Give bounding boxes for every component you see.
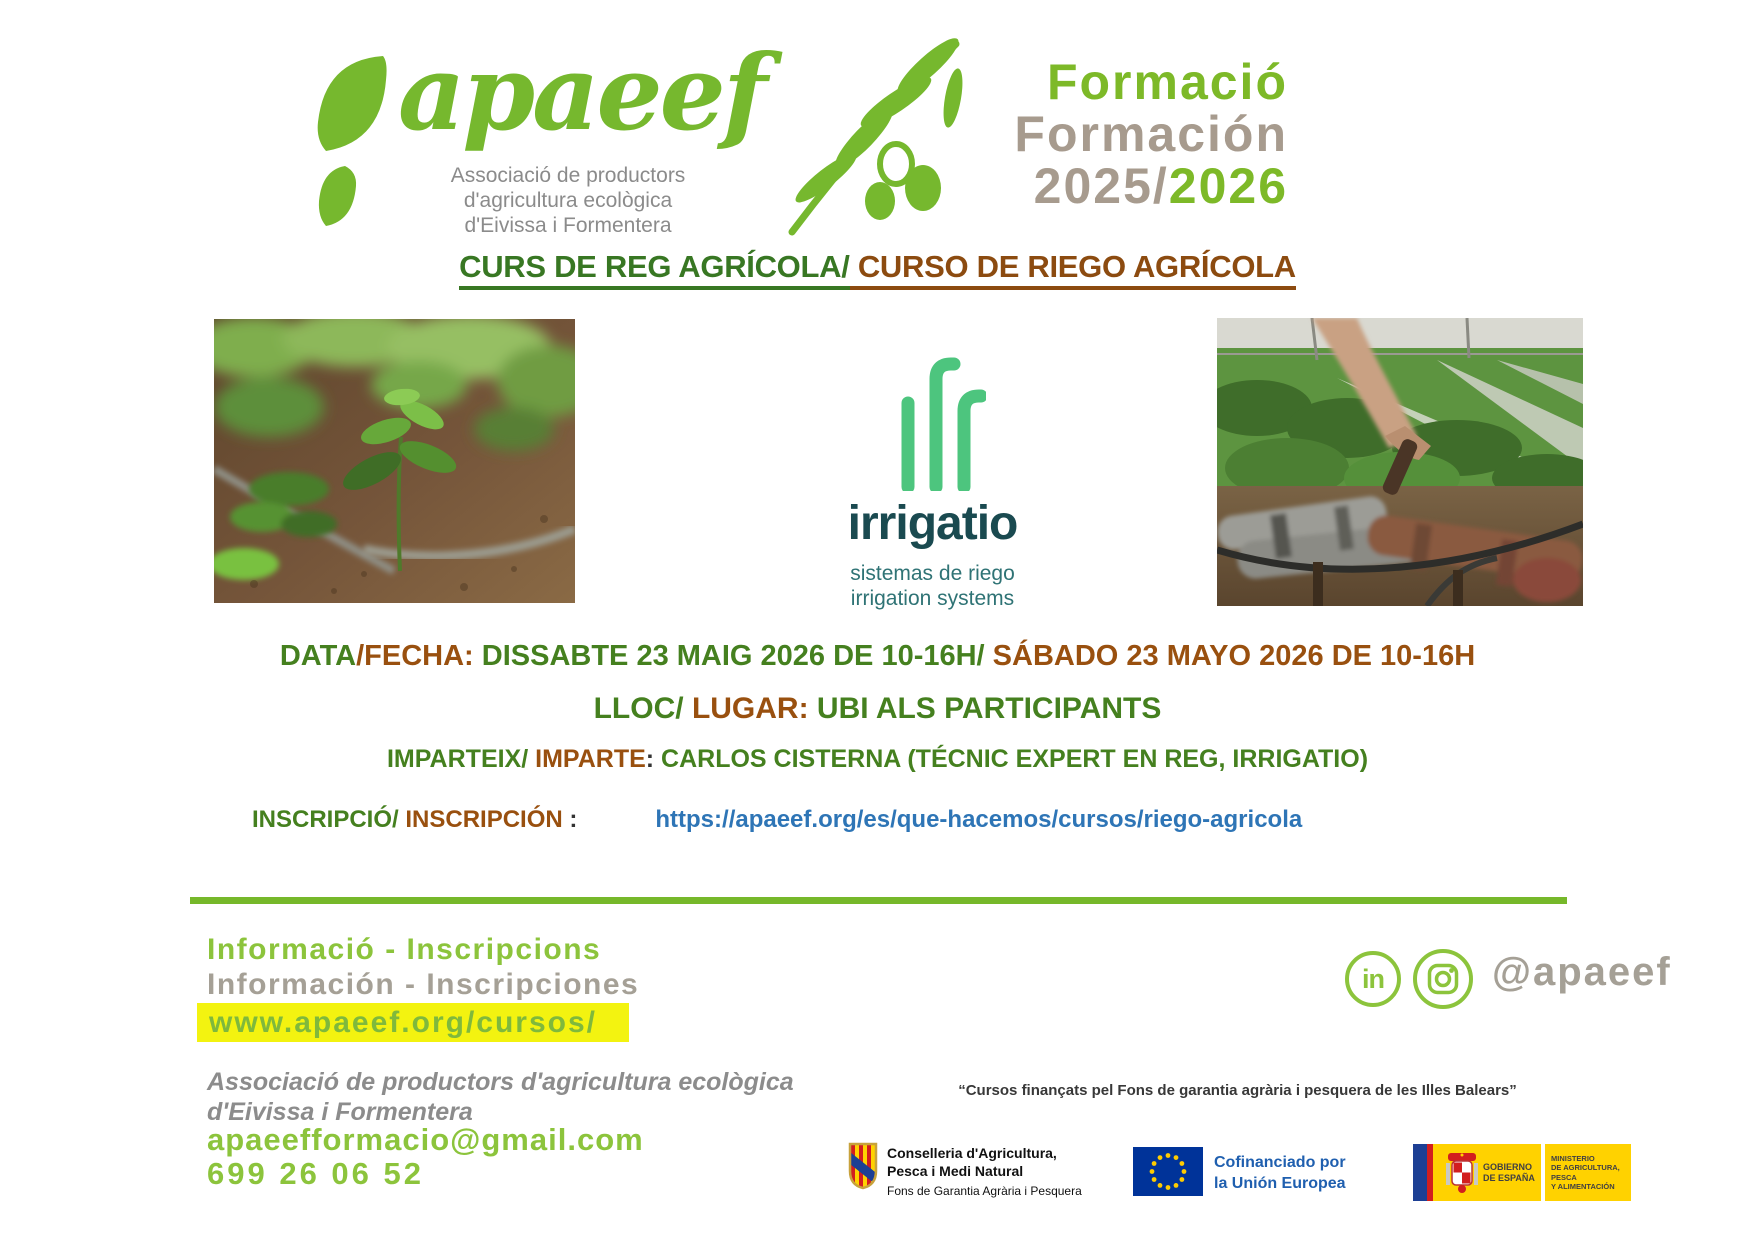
right-photo-irrigation-valves	[1217, 318, 1583, 606]
eu-line-1: Cofinanciado por	[1214, 1154, 1346, 1171]
social-handle[interactable]: @apaeef	[1492, 950, 1672, 994]
eu-line-2: la Unión Europea	[1214, 1175, 1346, 1192]
eu-cofunding-text	[1214, 1152, 1346, 1194]
teacher-value: CARLOS CISTERNA (TÉCNIC EXPERT EN REG, IRRIGATIO)	[654, 745, 1369, 773]
course-title-spanish: CURSO DE RIEGO AGRÍCOLA	[850, 249, 1296, 290]
program-title	[940, 56, 1288, 212]
place-label-spanish: LUGAR:	[683, 692, 809, 725]
info-heading-catalan: Informació - Inscripcions	[207, 933, 602, 966]
teacher-label-spanish: IMPARTE	[528, 745, 646, 773]
course-title	[0, 249, 1755, 285]
irrigatio-mark-icon	[898, 357, 986, 491]
instagram-icon[interactable]	[1412, 948, 1474, 1010]
conselleria-line-1: Conselleria d'Agricultura,	[887, 1145, 1057, 1161]
apaeef-leaf-icon	[313, 54, 389, 236]
program-years-left: 2025/	[1033, 158, 1169, 214]
courses-url-highlight[interactable]	[197, 1003, 629, 1042]
date-label-catalan: DATA	[279, 640, 357, 672]
info-heading-spanish: Información - Inscripciones	[207, 968, 640, 1001]
enroll-label-spanish: INSCRIPCIÓN	[398, 806, 570, 833]
linkedin-in-glyph: in	[1362, 963, 1384, 994]
spain-ministry-line-3: Y ALIMENTACIÓN	[1551, 1182, 1615, 1191]
contact-phone: 699 26 06 52	[207, 1156, 425, 1191]
balearic-shield-icon	[848, 1142, 878, 1190]
spain-gov-line-2: DE ESPAÑA	[1483, 1172, 1535, 1183]
place-line	[0, 692, 1755, 726]
spain-stripe-yellow	[1433, 1144, 1443, 1201]
spain-stripe-blue	[1413, 1144, 1427, 1201]
place-value: UBI ALS PARTICIPANTS	[808, 692, 1162, 725]
spain-ministry-line-1: MINISTERIO	[1551, 1153, 1595, 1163]
teacher-label-catalan: IMPARTEIX/	[386, 745, 529, 773]
spain-coat-of-arms-icon	[1445, 1151, 1479, 1195]
conselleria-line-2: Pesca i Medi Natural	[887, 1163, 1024, 1179]
tagline-line-3: d'Eivissa i Formentera	[464, 214, 672, 237]
contact-email[interactable]: apaeefformacio@gmail.com	[207, 1122, 644, 1157]
enroll-url-link[interactable]: https://apaeef.org/es/que-hacemos/cursos/riego-agricola	[655, 806, 1303, 833]
spain-ministry-block	[1545, 1144, 1631, 1201]
spain-gov-block	[1443, 1144, 1541, 1201]
date-line	[0, 640, 1755, 673]
enroll-colon: :	[569, 806, 578, 833]
spain-government-logo	[1413, 1144, 1631, 1201]
olive-branch-icon	[768, 36, 968, 241]
program-years-right: 2026	[1168, 158, 1288, 214]
program-title-spanish: Formación	[1014, 106, 1288, 162]
enroll-line	[252, 806, 1302, 834]
conselleria-line-3: Fons de Garantia Agrària i Pesquera	[887, 1184, 1082, 1198]
irrigatio-tagline-es: sistemas de riego	[850, 562, 1015, 585]
apaeef-logo-tagline	[418, 163, 718, 238]
date-value-spanish: SÁBADO 23 MAYO 2026 DE 10-16H	[984, 640, 1476, 672]
irrigatio-tagline-en: irrigation systems	[850, 587, 1015, 610]
date-label-spanish: /FECHA:	[356, 640, 474, 672]
funding-note: “Cursos finançats pel Fons de garantia agrària i pesquera de les Illes Balears”	[958, 1082, 1517, 1099]
apaeef-logo-wordmark: apaeef	[398, 31, 765, 154]
course-title-catalan: CURS DE REG AGRÍCOLA/	[459, 249, 849, 290]
spain-gov-line-1: GOBIERNO	[1483, 1161, 1533, 1172]
teacher-line	[0, 745, 1755, 774]
linkedin-icon[interactable]	[1345, 951, 1401, 1007]
association-line-2: d'Eivissa i Formentera	[207, 1098, 473, 1126]
left-photo-pepper-seedlings	[214, 319, 575, 603]
association-line-1: Associació de productors d'agricultura ecològica	[207, 1068, 794, 1096]
date-value-catalan: DISSABTE 23 MAIG 2026 DE 10-16H/	[473, 640, 985, 672]
eu-flag-icon	[1133, 1147, 1203, 1196]
tagline-line-1: Associació de productors	[450, 164, 686, 187]
green-divider	[190, 897, 1567, 904]
courses-url-text[interactable]: www.apaeef.org/cursos/	[209, 1005, 597, 1039]
conselleria-logo-text	[887, 1144, 1082, 1199]
tagline-line-2: d'agricultura ecològica	[463, 189, 673, 212]
program-title-catalan: Formació	[1046, 54, 1288, 110]
program-years	[940, 160, 1288, 212]
spain-ministry-line-2: DE AGRICULTURA, PESCA	[1551, 1163, 1620, 1182]
irrigatio-wordmark: irrigatio	[847, 497, 1018, 550]
teacher-colon: :	[645, 745, 655, 773]
place-label-catalan: LLOC/	[593, 692, 684, 725]
enroll-label-catalan: INSCRIPCIÓ/	[252, 806, 399, 833]
